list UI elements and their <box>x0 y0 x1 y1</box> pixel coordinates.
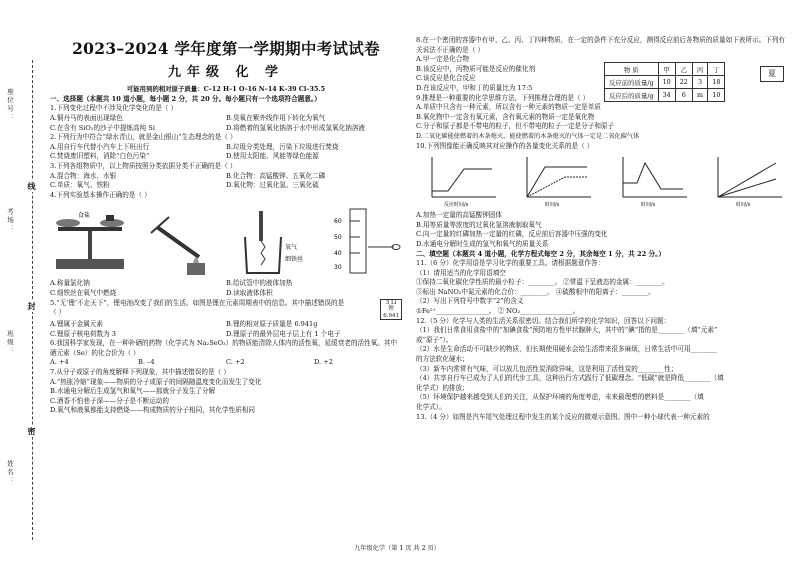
q5-options <box>50 320 402 339</box>
q8-mass-table <box>604 62 725 102</box>
q9-option-a[interactable]: A.单质中只含有一种元素，所以含有一种元素的物质一定是单质 <box>416 103 601 112</box>
q2-option-a[interactable]: A.用自行车代替小汽车上下班出行 <box>50 142 150 151</box>
table-header: 丙 <box>692 63 707 76</box>
table-cell: 18 <box>708 76 725 89</box>
graph-a-xlabel: 反应时间/s <box>444 202 469 209</box>
q9-stem: 9.推理是一种重要的化学思维方法，下列推理合理的是（ ） <box>416 93 590 102</box>
q10-option-d[interactable]: D.水通电分解时生成的氢气和氧气的质量关系 <box>416 239 549 248</box>
right-column <box>416 36 786 422</box>
q3-option-b[interactable]: B.化合物：高锰酸钾、五氧化二磷 <box>226 171 326 180</box>
q11-line: （2）写出下列符号中数字“2”的含义 <box>416 297 524 306</box>
q7-option-d[interactable]: D.氧气和液氧都能支持燃烧——构成物质的分子相同，其化学性质相同 <box>50 406 255 415</box>
q2-options <box>50 143 402 162</box>
q7-option-b[interactable]: B.水通电分解后生成氢气和氧气——那就分子发生了分解 <box>50 387 216 396</box>
q4-options <box>50 279 402 298</box>
iron-wire-label: 细铁丝 <box>284 256 303 264</box>
q1-options <box>50 114 402 133</box>
q12-line: 或“原子”）。 <box>416 335 453 344</box>
q6-option-c[interactable]: C. +2 <box>226 358 245 367</box>
q5-option-a[interactable]: A.锂属于金属元素 <box>50 320 104 328</box>
seal-word-line: 线 <box>27 182 37 190</box>
exam-subtitle: 九年级 化 学 <box>167 64 285 80</box>
q12-line: 化学式）。 <box>416 403 446 411</box>
q6-stem: 6.我国科学家发现，在一种补硒的药物（化学式为 Na₂SeO₃）的物质能清除人体内的活性氧，延缓衰老的活性氧。其中硒元素（Se）的化合价为（ ） <box>50 339 398 357</box>
q3-options <box>50 172 402 191</box>
q11-line[interactable]: ③标出 NaNO₂中氮元素的化合价：________。 ④硫酸根中的阳离子：________。 <box>416 287 655 296</box>
table-row <box>605 89 725 102</box>
q2-option-c[interactable]: C.焚烧废旧塑料，消除“白色污染” <box>50 152 150 161</box>
q4-images <box>50 203 402 277</box>
graph-a <box>420 153 500 209</box>
q5-stem: 5.“无‘锂’不走天下”，锂电池改变了我们的生活。如图是锂在元素周期表中的信息。其中描述错误的是（ ） <box>50 298 345 317</box>
table-cell: 反应后的质量/g <box>605 89 659 102</box>
q9-option-b[interactable]: B.氧化物中一定含有氧元素，含有氧元素的物质一定是氧化物 <box>416 112 595 121</box>
measuring-cylinder-icon <box>332 207 402 277</box>
atomic-mass-line: 可能用到的相对原子质量：C–12 H–1 O–16 N–14 K–39 Cl–35.5 <box>126 85 326 94</box>
binding-margin <box>4 60 42 540</box>
q10-stem: 10.下列图像能正确反映其对应操作的各量变化关系的是（ ） <box>416 141 594 150</box>
seat-label: 座位号： <box>6 88 14 122</box>
table-header: 乙 <box>675 63 692 76</box>
oxygen-label: 氧气 <box>284 244 297 252</box>
q6-option-b[interactable]: B. –4 <box>138 358 155 367</box>
q4-option-c[interactable]: C.细铁丝在氧气中燃烧 <box>50 288 117 297</box>
table-header: 甲 <box>658 63 675 76</box>
q11-line[interactable]: ①Fe²⁺________________。 ② NO₂________________。 <box>416 307 580 316</box>
q11-stem: 11.（6 分）化学用语是学习化学的重要工具。请根据题意作答： <box>416 259 605 268</box>
q8-option-c[interactable]: C.该反应是化合反应 <box>416 74 476 83</box>
exam-title: 2023–2024 学年度第一学期期中考试试卷 <box>72 39 380 58</box>
seal-word-secret: 密 <box>27 427 37 435</box>
element-mass: 6.941 <box>383 312 399 319</box>
seal-word-seal: 封 <box>27 302 37 310</box>
q12-line[interactable]: （4）共享自行车已成为了人们的代步工具，这种出行方式践行了低碳理念。“低碳”就是降低________（填 <box>416 374 724 383</box>
q7-option-a[interactable]: A.“热胀冷缩”现象——物质的分子或原子的间隔随温度变化而发生了变化 <box>50 377 262 386</box>
svg-text:60: 60 <box>333 218 342 226</box>
q8-stem: 8.在一个密闭的容器中有甲、乙、丙、丁四种物质，在一定的条件下充分反应，测得反应前后各物质的质量如下表所示。下列有关说法不正确的是（ ） <box>416 36 785 54</box>
q2-stem: 2.下列行为中符合“绿水青山，就是金山银山”生态理念的是（ ） <box>50 133 237 142</box>
q1-option-c[interactable]: C.在含有 SiO₂的沙子中提炼高纯 Si <box>50 123 155 132</box>
q1-option-b[interactable]: B.臭氧在紫外线作用下转化为氧气 <box>226 113 326 122</box>
table-cell: 10 <box>708 89 725 102</box>
page-footer: 九年级化学（第 1 页 共 2 页） <box>354 545 440 552</box>
q7-option-c[interactable]: C.酒香不怕巷子深——分子是不断运动的 <box>50 396 169 405</box>
graph-d <box>706 153 786 209</box>
table-header: 物 质 <box>605 63 659 76</box>
balance-scale-icon <box>50 207 130 277</box>
q10-graphs <box>420 153 786 209</box>
q5-option-b[interactable]: B.锂的相对原子质量是 6.941g <box>226 320 318 328</box>
q8-option-d[interactable]: D.在该反应中，甲和丁的质量比为 17:5 <box>416 83 533 92</box>
graph-c-xlabel: 时间/s <box>640 202 655 209</box>
q12-line[interactable]: （2）水是生命活动不可缺少的物质，但长期使用硬水会给生活带来很多麻烦，日常生活中可用________ <box>416 345 717 354</box>
table-row <box>605 76 725 89</box>
q4-stem: 4.下列实验基本操作正确的是（ ） <box>50 190 151 199</box>
class-label: 班级： <box>6 330 14 356</box>
svg-text:30: 30 <box>333 264 342 272</box>
q12-stem: 12.（5 分）化学与人类的生活关系很密切。结合我们所学的化学知识，回答以下问题： <box>416 316 671 325</box>
q13-stem: 13.（4 分）如图是汽车尾气处理过程中发生的某个反应的微观示意图。图中一种小球代表一种元素的 <box>416 412 710 421</box>
table-header-row <box>605 63 725 76</box>
q12-line[interactable]: （3）新车内常常有气味，可以放几包活性炭消除异味，这是利用了活性炭的________性； <box>416 364 678 373</box>
q6-option-d[interactable]: D. +2 <box>314 358 333 367</box>
q11-line[interactable]: ①保持二氧化碳化学性质的最小粒子：________。 ②常温下呈液态的金属：________。 <box>416 278 669 287</box>
q3-option-c[interactable]: C.单质：氧气、铁粉 <box>50 181 110 190</box>
element-symbol: Li <box>391 299 397 306</box>
q6-option-a[interactable]: A. +4 <box>50 358 69 367</box>
q1-option-d[interactable]: D.将燃着的氢氧化钠溶于水中形成氢氧化钠溶液 <box>226 123 366 132</box>
table-cell: m <box>692 89 707 102</box>
q8-option-a[interactable]: A.甲一定是化合物 <box>416 55 470 64</box>
name-label: 姓名： <box>6 460 14 486</box>
table-cell: 34 <box>658 89 675 102</box>
section-2-heading: 二、填空题（本题共 4 道小题，化学方程式每空 2 分，其余每空 1 分，共 22 分。） <box>416 249 666 258</box>
q2-option-d[interactable]: D.使用太阳能、风能等绿色能源 <box>226 152 319 161</box>
table-cell: 6 <box>675 89 692 102</box>
svg-text:40: 40 <box>333 250 342 258</box>
q2-option-b[interactable]: B.垃圾分类处理，污染下垃圾进行焚烧 <box>226 142 339 151</box>
q12-line: 的方法软化硬水； <box>416 355 469 364</box>
graph-c <box>611 153 691 209</box>
q1-option-a[interactable]: A.铜丹马的表面出现绿色 <box>50 113 123 122</box>
svg-text:50: 50 <box>333 234 342 242</box>
graph-b-xlabel: 时间/s <box>545 202 560 209</box>
q12-line[interactable]: （5）环境保护越来越受到人们的关注，从保护环境的角度考虑，未来最理想的燃料是________（填 <box>416 393 704 402</box>
exam-room-label: 考场： <box>6 208 14 234</box>
q4-option-d[interactable]: D.读取液体体积 <box>226 288 273 297</box>
q10-option-a[interactable]: A.加热一定量的高锰酸钾固体 <box>416 211 502 220</box>
element-name: 锂 <box>388 306 394 312</box>
table-header: 丁 <box>708 63 725 76</box>
q10-option-b[interactable]: B.用等质量等浓度的过氧化氢溶液制取氧气 <box>416 220 542 229</box>
q6-options <box>50 358 402 368</box>
test-tube-heating-icon <box>147 207 217 277</box>
iron-wire-burning-icon <box>235 207 315 277</box>
table-cell: 反应前的质量/g <box>605 76 659 89</box>
table-cell: 22 <box>675 76 692 89</box>
element-card <box>380 299 402 321</box>
q3-option-a[interactable]: A.混合物：海水、水银 <box>50 171 117 180</box>
q4-option-a[interactable]: A.称量氯化钠 <box>50 279 90 288</box>
q5-block <box>50 299 402 321</box>
salt-label: 食盐 <box>78 212 91 220</box>
element-number: 3 <box>385 299 390 306</box>
q9-option-d[interactable]: D.二氧化碳能使燃着的木条熄灭，能使燃着的木条熄灭的气体一定是二氧化碳气体 <box>416 132 640 140</box>
table-cell: 10 <box>658 76 675 89</box>
q8-option-b[interactable]: B.该反应中，丙物质可能是反应的催化剂 <box>416 64 536 73</box>
section-1-heading: 一、选择题（本题共 10 道小题，每小题 2 分，共 20 分。每小题只有一个选项符合题意。） <box>50 94 321 103</box>
q9-option-c[interactable]: C.分子和原子都是不带电的粒子，但不带电的粒子一定是分子和原子 <box>416 122 615 131</box>
q12-line[interactable]: （1）我们日常食用食盐中的“加碘食盐”预防地方性甲状腺肿大，其中的“碘”指的是________（填“元素” <box>416 326 718 335</box>
left-column <box>50 0 402 416</box>
q3-stem: 3.下列各组物质中，以上物质按照分类依据分类不正确的是（ ） <box>50 161 237 170</box>
q3-option-d[interactable]: D.氧化物：过氧化氢、三氧化硫 <box>226 181 319 190</box>
table-cell: 3 <box>692 76 707 89</box>
q7-stem: 7.从分子或原子的角度解释下列现象，其中描述错误的是（ ） <box>50 367 230 376</box>
q5-option-d[interactable]: D.锂原子的最外层电子层上有 1 个电子 <box>226 329 341 338</box>
q10-option-c[interactable]: C.向一定量的红磷加热一定量的红磷，反应前后容器中压强的变化 <box>416 230 608 239</box>
stamp-mark: 夏 <box>760 66 784 82</box>
graph-b <box>515 153 595 209</box>
q5-option-c[interactable]: C.锂原子核电荷数为 3 <box>50 329 116 338</box>
q11-line: （1）请用适当的化学用语填空 <box>416 268 506 277</box>
graph-d-xlabel: 时间/s <box>735 202 751 209</box>
q12-line: 化学式）的排放； <box>416 383 469 392</box>
q1-stem: 1.下列变化过程中不涉及化学变化的是（ ） <box>50 104 178 113</box>
q4-option-b[interactable]: B.给试管中的液体加热 <box>226 279 293 288</box>
